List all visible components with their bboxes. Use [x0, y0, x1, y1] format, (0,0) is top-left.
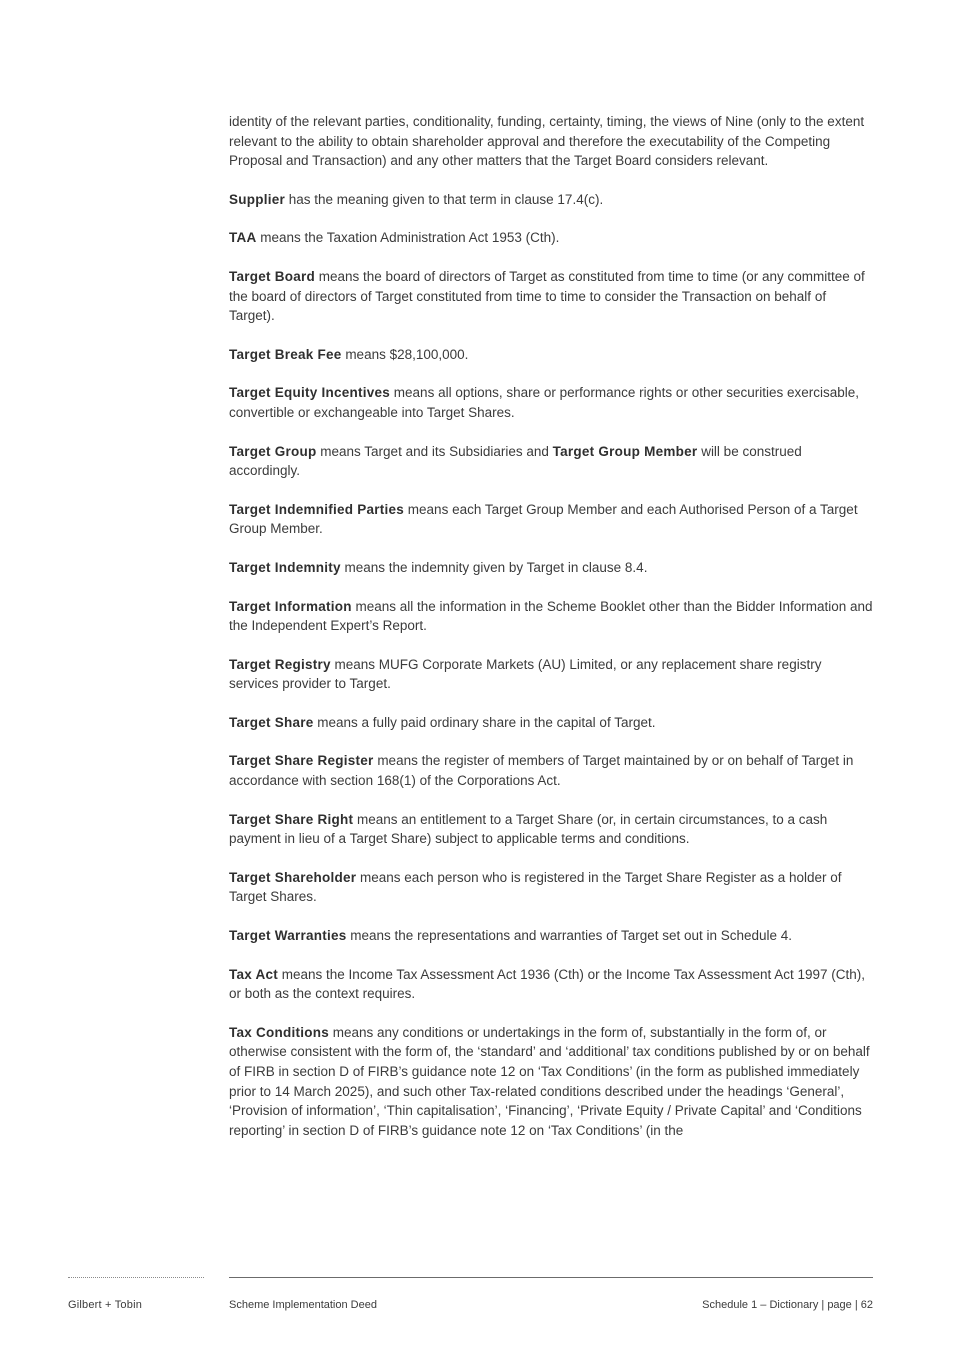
definition-paragraph: [229, 965, 873, 1004]
footer-firm-block: [68, 1277, 204, 1311]
definition-text: means each person who is registered in the Target Share Register as a holder of Target Shares.: [229, 869, 842, 905]
definition-text: means an entitlement to a Target Share (or, in certain circumstances, to a cash payment in lieu of a Target Share) subject to applicable terms and conditions.: [229, 811, 828, 847]
footer-document-title: Scheme Implementation Deed: [229, 1299, 377, 1311]
defined-term: Target Group: [229, 443, 317, 459]
defined-term: Target Warranties: [229, 928, 347, 944]
definition-paragraph: [229, 345, 873, 365]
definition-paragraph: [229, 597, 873, 636]
defined-term: Target Board: [229, 268, 316, 284]
footer-main-block: [229, 1277, 873, 1311]
definition-paragraph: [229, 1023, 873, 1141]
definition-text: will be construed accordingly.: [229, 443, 802, 479]
defined-term: Target Share Register: [229, 753, 374, 769]
definition-text: means all the information in the Scheme Booklet other than the Bidder Information and the Independent Expert’s Report.: [229, 598, 873, 634]
definition-text: identity of the relevant parties, conditionality, funding, certainty, timing, the views of Nine (only to the extent relevant to the ability to obtain shareholder approval and therefore the executability of the Competing Proposal and Transaction) and any other matters that the Target Board considers relevant.: [229, 114, 865, 169]
defined-term: Target Break Fee: [229, 346, 342, 362]
definition-paragraph: [229, 267, 873, 326]
defined-term: Target Indemnified Parties: [229, 501, 405, 517]
definition-paragraph: [229, 868, 873, 907]
definition-paragraph: [229, 926, 873, 946]
definition-paragraph: [229, 442, 873, 481]
defined-term: Target Share: [229, 714, 314, 730]
document-body: [229, 112, 873, 1159]
definition-paragraph: [229, 810, 873, 849]
defined-term: Target Indemnity: [229, 559, 341, 575]
definition-text: means Target and its Subsidiaries and: [316, 443, 553, 459]
definition-text: means a fully paid ordinary share in the capital of Target.: [313, 714, 656, 730]
definition-text: means each Target Group Member and each Authorised Person of a Target Group Member.: [229, 501, 858, 537]
definition-text: means any conditions or undertakings in the form of, substantially in the form of, or otherwise consistent with the form of, the ‘standard’ and ‘additional’ tax conditions published by or on behalf of FIRB in section D of FIRB’s guidance note 12 on ‘Tax Conditions’ (in the form as published immediately prior to 14 March 2025), and such other Tax-related conditions described under the headings ‘General’, ‘Provision of information’, ‘Thin capitalisation’, ‘Financing’, ‘Private Equity / Private Capital’ and ‘Conditions reporting’ in section D of FIRB’s guidance note 12 on ‘Tax Conditions’ (in the: [229, 1024, 870, 1138]
defined-term: Target Share Right: [229, 811, 354, 827]
definition-paragraph: [229, 558, 873, 578]
definition-paragraph: [229, 655, 873, 694]
definition-paragraph: [229, 751, 873, 790]
definition-paragraph: [229, 112, 873, 171]
definition-text: means the indemnity given by Target in clause 8.4.: [340, 559, 648, 575]
defined-term: Tax Act: [229, 966, 279, 982]
definition-text: means the representations and warranties of Target set out in Schedule 4.: [346, 928, 793, 944]
defined-term: Target Equity Incentives: [229, 385, 391, 401]
definition-text: means MUFG Corporate Markets (AU) Limited, or any replacement share registry services provider to Target.: [229, 656, 822, 692]
footer-page-info: Schedule 1 – Dictionary | page | 62: [702, 1299, 873, 1311]
definition-paragraph: [229, 383, 873, 422]
definition-text: has the meaning given to that term in clause 17.4(c).: [285, 191, 604, 207]
definition-paragraph: [229, 500, 873, 539]
definition-paragraph: [229, 713, 873, 733]
defined-term: Target Registry: [229, 656, 331, 672]
definition-text: means the Taxation Administration Act 1953 (Cth).: [256, 230, 560, 246]
firm-name: Gilbert + Tobin: [68, 1299, 143, 1311]
definition-text: means $28,100,000.: [341, 346, 469, 362]
defined-term: TAA: [229, 230, 257, 246]
definition-text: means all options, share or performance rights or other securities exercisable, convertible or exchangeable into Target Shares.: [229, 385, 860, 420]
definition-text: means the Income Tax Assessment Act 1936 (Cth) or the Income Tax Assessment Act 1997 (Cth), or both as the context requires.: [229, 966, 866, 1002]
definition-text: means the register of members of Target maintained by or on behalf of Target in accordance with section 168(1) of the Corporations Act.: [229, 753, 854, 789]
defined-term: Target Information: [229, 598, 352, 614]
definition-paragraph: [229, 228, 873, 248]
defined-term: Tax Conditions: [229, 1024, 329, 1040]
definition-text: means the board of directors of Target as constituted from time to time (or any committee of the board of directors of Target constituted from time to time to consider the Transaction on behalf of Target).: [229, 268, 865, 324]
defined-term: Target Group Member: [552, 443, 698, 459]
defined-term: Target Shareholder: [229, 869, 357, 885]
defined-term: Supplier: [229, 191, 286, 207]
definition-paragraph: [229, 190, 873, 210]
